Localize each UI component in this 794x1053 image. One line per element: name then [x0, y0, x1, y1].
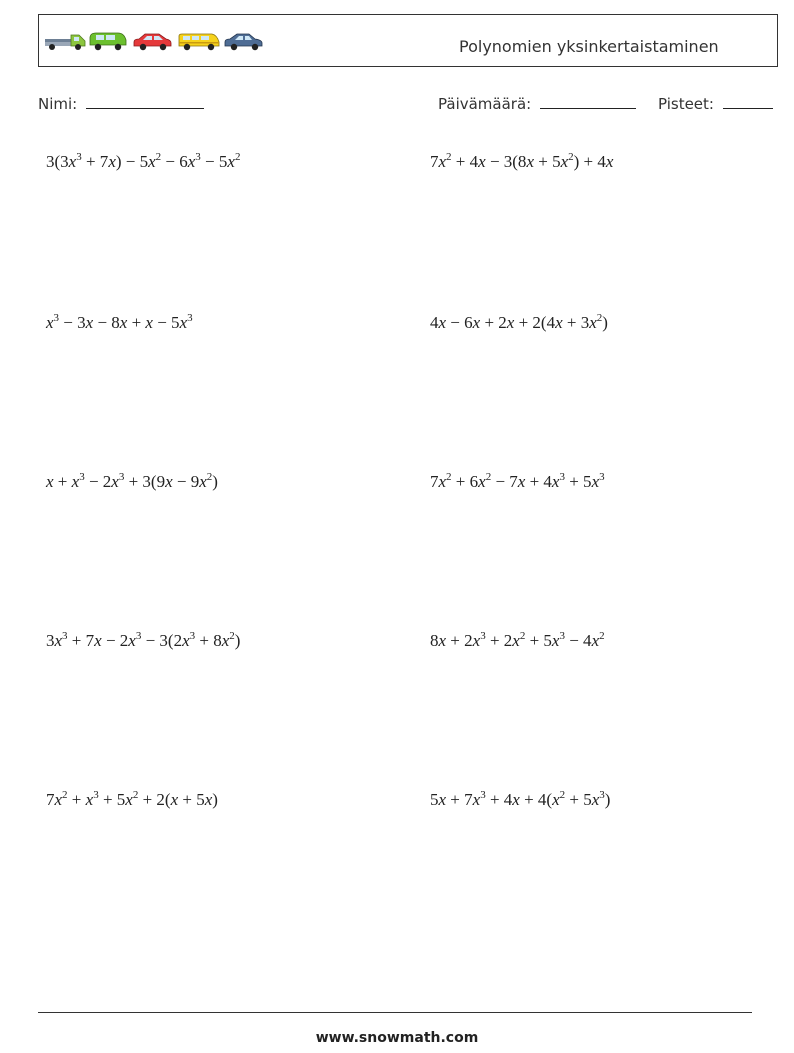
problem-9: $7x^2 + x^3 + 5x^2 + 2(x + 5x)$ [46, 789, 218, 809]
name-label: Nimi: [38, 95, 78, 113]
problem-3: $x^3 - 3x - 8x + x - 5x^3$ [46, 312, 193, 332]
score-field [658, 94, 773, 113]
date-field [438, 94, 636, 113]
worksheet-header [38, 14, 778, 67]
problem-8: $8x + 2x^3 + 2x^2 + 5x^3 - 4x^2$ [430, 630, 605, 650]
blue-coupe-icon [225, 34, 262, 50]
problem-4: $4x - 6x + 2x + 2(4x + 3x^2)$ [430, 312, 608, 332]
flatbed-truck-icon [45, 35, 85, 50]
problem-2: $7x^2 + 4x - 3(8x + 5x^2) + 4x$ [430, 151, 614, 171]
footer-url: www.snowmath.com [315, 1030, 479, 1046]
red-car-icon [134, 34, 171, 50]
green-minivan-icon [90, 33, 126, 50]
problem-5: $x + x^3 - 2x^3 + 3(9x - 9x^2)$ [46, 471, 218, 491]
name-blank[interactable] [86, 94, 204, 109]
problem-6: $7x^2 + 6x^2 - 7x + 4x^3 + 5x^3$ [430, 471, 605, 491]
worksheet-title: Polynomien yksinkertaistaminen [459, 37, 719, 56]
date-label: Päivämäärä: [438, 95, 532, 113]
score-blank[interactable] [723, 94, 773, 109]
date-blank[interactable] [540, 94, 636, 109]
problem-7: $3x^3 + 7x - 2x^3 - 3(2x^3 + 8x^2)$ [46, 630, 241, 650]
problem-1: $3(3x^3 + 7x) - 5x^2 - 6x^3 - 5x^2$ [46, 151, 241, 171]
problem-10: $5x + 7x^3 + 4x + 4(x^2 + 5x^3)$ [430, 789, 611, 809]
cars-logo [43, 31, 268, 53]
yellow-van-icon [179, 34, 219, 50]
score-label: Pisteet: [658, 95, 714, 113]
name-field [38, 94, 204, 113]
footer-divider [38, 1012, 752, 1013]
